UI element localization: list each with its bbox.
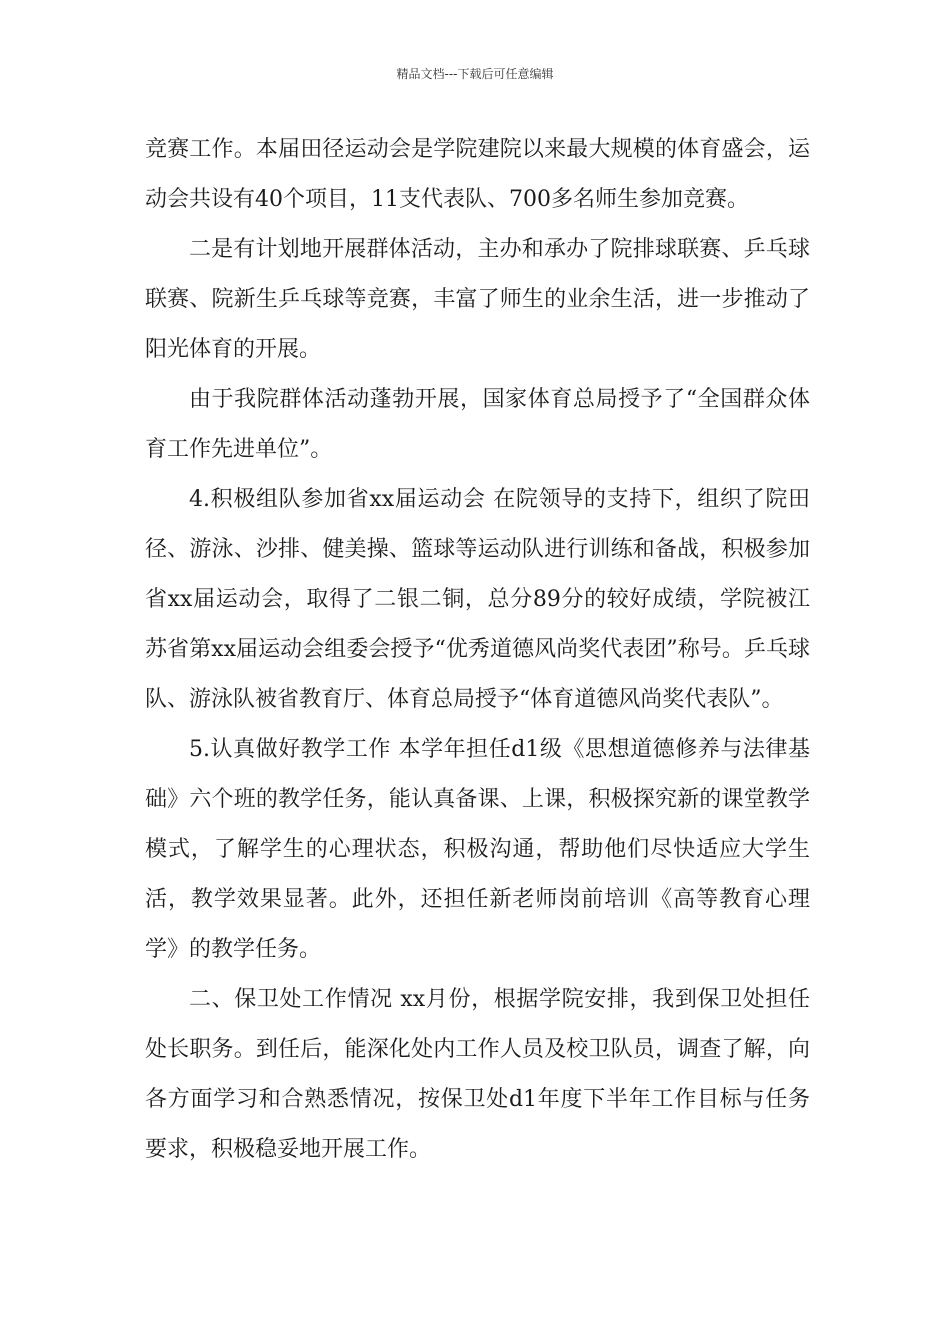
paragraph-5: 5.认真做好教学工作 本学年担任d1级《思想道德修养与法律基础》六个班的教学任务，能认真备课、上课，积极探究新的课堂教学模式，了解学生的心理状态，积极沟通，帮助他们尽快适应大学生活，教学效果显著。此外，还担任新老师岗前培训《高等教育心理学》的教学任务。 (145, 737, 810, 962)
paragraph-4: 4.积极组队参加省xx届运动会 在院领导的支持下，组织了院田径、游泳、沙排、健美操、篮球等运动队进行训练和备战，积极参加省xx届运动会，取得了二银二铜，总分89分的较好成绩，学院被江苏省第xx届运动会组委会授予“优秀道德风尚奖代表团”称号。乒乓球队、游泳队被省教育厅、体育总局授予“体育道德风尚奖代表队”。 (145, 487, 810, 712)
paragraph-3: 由于我院群体活动蓬勃开展，国家体育总局授予了“全国群众体育工作先进单位”。 (145, 387, 810, 462)
page-header: 精品文档---下载后可任意编辑 (396, 67, 554, 81)
paragraph-2: 二是有计划地开展群体活动，主办和承办了院排球联赛、乒乓球联赛、院新生乒乓球等竞赛，丰富了师生的业余生活，进一步推动了阳光体育的开展。 (145, 237, 810, 362)
paragraph-6: 二、保卫处工作情况 xx月份，根据学院安排，我到保卫处担任处长职务。到任后，能深化处内工作人员及校卫队员，调查了解，向各方面学习和合熟悉情况，按保卫处d1年度下半年工作目标与任务要求，积极稳妥地开展工作。 (145, 987, 810, 1162)
document-body (145, 125, 810, 1175)
paragraph-1: 竞赛工作。本届田径运动会是学院建院以来最大规模的体育盛会，运动会共设有40个项目，11支代表队、700多名师生参加竞赛。 (145, 137, 810, 212)
